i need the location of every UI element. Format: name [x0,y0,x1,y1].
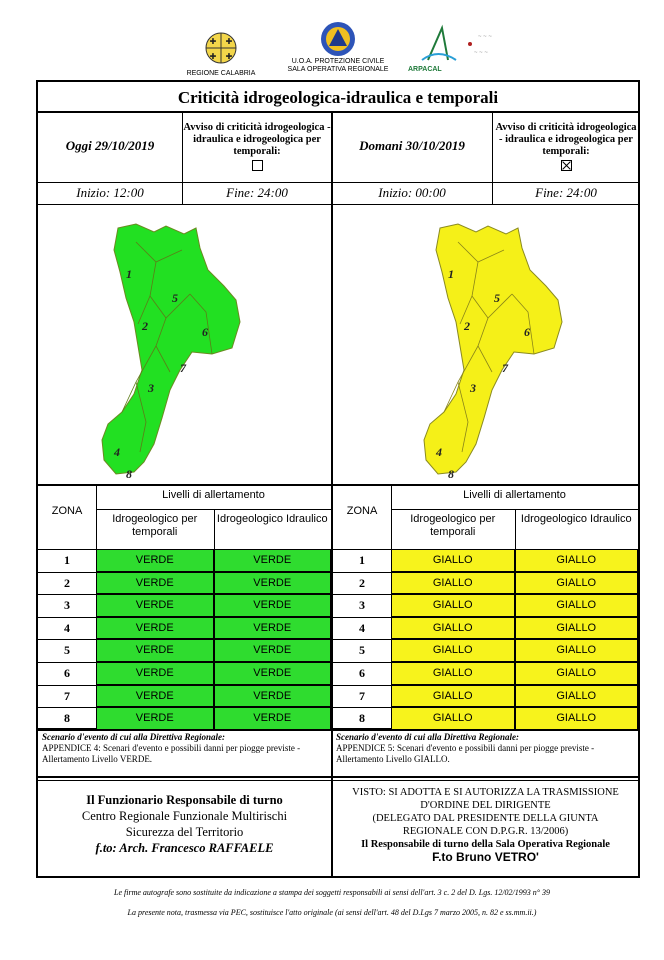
tomorrow-col2-value: GIALLO [516,708,639,730]
grid-line [96,509,331,510]
today-zone-number: 1 [64,553,70,567]
today-map-zone-7: 7 [180,361,186,375]
tomorrow-zone-number: 1 [359,553,365,567]
today-col1-value: VERDE [97,708,214,730]
tomorrow-map-zone-2: 2 [464,319,470,333]
today-col2-value: VERDE [215,573,332,595]
footnote-1: Le firme autografe sono sostituite da indicazione a stampa dei soggetti responsabili ai sensi dell'art. 3 c. 2 del D. Lgs. 12/02/1993 n° 39 [114,888,550,897]
tomorrow-map-zone-8: 8 [448,467,454,481]
tomorrow-scenario [336,732,636,765]
arpacal-emblem-icon [408,24,504,66]
today-map-zone-2: 2 [142,319,148,333]
tomorrow-col2-value: GIALLO [516,595,639,617]
regione-caption: REGIONE CALABRIA [186,70,256,77]
tomorrow-zone-number: 5 [359,643,365,658]
grid-line [333,730,638,731]
today-col1-value: VERDE [97,640,214,662]
tomorrow-zone-number: 7 [359,688,365,703]
today-zone-number: 4 [64,620,70,635]
tomorrow-col2-value: GIALLO [516,663,639,685]
today-scenario-text: APPENDICE 4: Scenari d'evento e possibili danni per piogge previste - Allertamento Livello VERDE. [42,743,301,764]
tomorrow-map [418,222,598,482]
today-zone-number: 7 [64,688,70,703]
tomorrow-avviso [493,122,639,175]
today-inizio: Inizio: 12:00 [76,185,144,200]
today-map-zone-1: 1 [126,267,132,281]
today-scenario [42,732,328,765]
tomorrow-avviso-text: Avviso di criticità idrogeologica - idraulica e idrogeologica per temporali: [495,122,637,157]
tomorrow-col2-value: GIALLO [516,640,639,662]
today-fine: Fine: 24:00 [226,185,288,200]
tomorrow-col2-value: GIALLO [516,550,639,572]
tomorrow-col2-value: GIALLO [516,686,639,708]
svg-text:✚: ✚ [209,37,217,46]
tomorrow-scenario-text: APPENDICE 5: Scenari d'evento e possibili danni per piogge previste - Allertamento Livello GIALLO. [336,743,595,764]
tomorrow-col1-value: GIALLO [392,663,515,685]
protezione-caption-2: SALA OPERATIVA REGIONALE [287,66,389,73]
tomorrow-fine: Fine: 24:00 [535,185,597,200]
tomorrow-col2-header: Idrogeologico Idraulico [520,513,632,525]
tomorrow-col1-header: Idrogeologico per temporali [410,513,496,538]
responsabile-block [38,792,331,856]
tomorrow-zona-header: ZONA [346,505,378,517]
tomorrow-map-zone-7: 7 [502,361,508,375]
today-col1-value: VERDE [97,663,214,685]
today-col2-value: VERDE [215,595,332,617]
today-col2-value: VERDE [215,550,332,572]
arpacal-caption: ARPACAL [408,66,442,73]
today-col2-value: VERDE [215,663,332,685]
responsabile-line-3: Sicurezza del Territorio [125,825,244,839]
today-avviso-text: Avviso di criticità idrogeologica - idraulica e idrogeologica per temporali: [183,122,331,157]
today-scenario-heading: Scenario d'evento di cui alla Direttiva Regionale: [42,732,225,742]
tomorrow-livelli-header: Livelli di allertamento [463,489,566,501]
today-col1-value: VERDE [97,686,214,708]
tomorrow-inizio: Inizio: 00:00 [378,185,446,200]
tomorrow-zone-number: 4 [359,620,365,635]
protezione-civile-emblem-icon [318,20,358,58]
tomorrow-col1-value: GIALLO [392,550,515,572]
today-zona-header: ZONA [51,505,83,517]
today-col1-value: VERDE [97,573,214,595]
responsabile-line-4: f.to: Arch. Francesco RAFFAELE [95,841,274,855]
tomorrow-zone-number: 8 [359,711,365,726]
tomorrow-col1-value: GIALLO [392,618,515,640]
visto-line-4: REGIONALE CON D.P.G.R. 13/2006) [402,826,569,837]
tomorrow-zone-number: 2 [359,575,365,590]
tomorrow-map-zone-4: 4 [436,445,442,459]
visto-block [333,786,638,864]
today-map [96,222,276,482]
tomorrow-col1-value: GIALLO [392,595,515,617]
svg-text:~ ~ ~: ~ ~ ~ [474,50,488,56]
tomorrow-zone-number: 6 [359,666,365,680]
today-col2-header: Idrogeologico Idraulico [216,513,328,525]
svg-text:✚: ✚ [209,52,217,61]
today-avviso [183,122,331,175]
tomorrow-col2-value: GIALLO [516,573,639,595]
today-col2-value: VERDE [215,686,332,708]
visto-line-1: VISTO: SI ADOTTA E SI AUTORIZZA LA TRASMISSIONE [352,787,619,798]
tomorrow-col1-value: GIALLO [392,708,515,730]
today-map-zone-5: 5 [172,291,178,305]
svg-text:✚: ✚ [225,37,233,46]
today-calabria-shape [102,224,240,474]
today-zone-number: 3 [64,598,70,613]
tomorrow-avviso-checkbox [561,160,572,171]
bulletin-frame [36,80,640,878]
today-map-zone-4: 4 [114,445,120,459]
regione-calabria-logo [186,30,256,78]
grid-line [391,509,638,510]
regione-calabria-emblem-icon [204,30,238,70]
responsabile-line-2: Centro Regionale Funzionale Multirischi [81,809,288,823]
protezione-civile-logo [286,20,390,74]
today-avviso-checkbox [252,160,263,171]
today-col2-value: VERDE [215,640,332,662]
tomorrow-map-zone-6: 6 [524,325,530,339]
tomorrow-map-zone-1: 1 [448,267,454,281]
tomorrow-col2-value: GIALLO [516,618,639,640]
today-col1-header: Idrogeologico per temporali [112,513,198,538]
svg-text:~ ~ ~: ~ ~ ~ [478,34,492,40]
visto-line-6: F.to Bruno VETRO' [432,850,539,864]
today-map-zone-3: 3 [148,381,154,395]
today-col2-value: VERDE [215,708,332,730]
today-col1-value: VERDE [97,618,214,640]
today-livelli-header: Livelli di allertamento [162,489,265,501]
tomorrow-calabria-shape [424,224,562,474]
tomorrow-col1-value: GIALLO [392,686,515,708]
today-col2-value: VERDE [215,618,332,640]
today-map-zone-6: 6 [202,325,208,339]
today-zone-number: 2 [64,575,70,590]
grid-line [38,730,331,731]
today-map-zone-8: 8 [126,467,132,481]
tomorrow-scenario-heading: Scenario d'evento di cui alla Direttiva Regionale: [336,732,519,742]
arpacal-logo [408,24,508,74]
tomorrow-map-zone-5: 5 [494,291,500,305]
tomorrow-col1-value: GIALLO [392,640,515,662]
tomorrow-map-zone-3: 3 [470,381,476,395]
svg-text:✚: ✚ [225,52,233,61]
today-date: Oggi 29/10/2019 [65,138,155,153]
page-title: Criticità idrogeologica-idraulica e temporali [177,88,499,107]
today-zone-number: 5 [64,643,70,658]
today-col1-value: VERDE [97,595,214,617]
visto-line-5: Il Responsabile di turno della Sala Operativa Regionale [361,839,610,850]
visto-line-3: (DELEGATO DAL PRESIDENTE DELLA GIUNTA [372,813,599,824]
tomorrow-date: Domani 30/10/2019 [359,138,465,153]
footnote-2: La presente nota, trasmessa via PEC, sostituisce l'atto originale (ai sensi dell'art. 48 del D.Lgs 7 marzo 2005, n. 82 e ss.mm.ii.) [127,908,537,917]
today-zone-number: 8 [64,711,70,726]
responsabile-line-1: Il Funzionario Responsabile di turno [86,793,283,807]
today-zone-number: 6 [64,666,70,680]
today-col1-value: VERDE [97,550,214,572]
tomorrow-zone-number: 3 [359,598,365,613]
visto-line-2: D'ORDINE DEL DIRIGENTE [420,800,551,811]
protezione-caption-1: U.O.A. PROTEZIONE CIVILE [291,58,385,65]
tomorrow-col1-value: GIALLO [392,573,515,595]
